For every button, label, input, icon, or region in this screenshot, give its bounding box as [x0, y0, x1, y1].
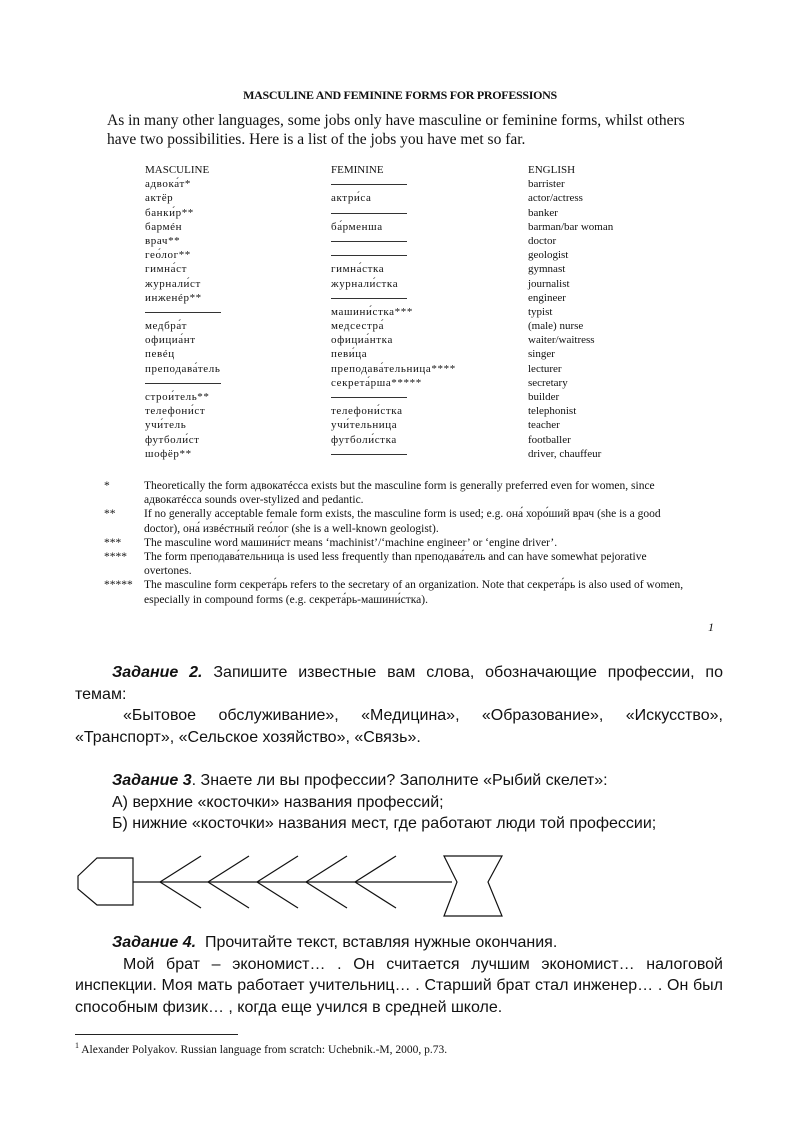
note-item [104, 550, 694, 578]
blank-line [331, 255, 407, 256]
fish-bone-lower-3 [257, 882, 298, 908]
masculine-form: инженéр** [145, 291, 202, 304]
english-translation: secretary [528, 376, 568, 389]
footnote-text: Alexander Polyakov. Russian language from scratch: Uchebnik.-M, 2000, p.73. [79, 1043, 448, 1056]
task-3 [75, 770, 723, 835]
task-2-title: Задание 2. [112, 664, 203, 681]
feminine-form: медсестра́ [331, 320, 385, 333]
task-3-text: . Знаете ли вы профессии? Заполните «Рыбий скелет»: [191, 772, 608, 789]
masculine-form: гео́лог** [145, 249, 191, 262]
english-translation: lecturer [528, 362, 562, 375]
blank-line [331, 184, 407, 185]
masculine-form [145, 305, 325, 319]
fish-bone-upper-3 [257, 856, 298, 882]
feminine-form [331, 234, 521, 248]
english-translation: waiter/waitress [528, 334, 595, 347]
english-translation: journalist [528, 277, 570, 290]
task-2-text: Запишите известные вам слова, обозначающие профессии, по темам: [75, 664, 723, 703]
task-2-topics: «Бытовое обслуживание», «Медицина», «Образование», «Искусство», «Транспорт», «Сельское хозяйство», «Связь». [75, 707, 723, 746]
english-translation: builder [528, 391, 560, 403]
feminine-form: актри́са [331, 192, 372, 205]
english-translation: (male) nurse [528, 320, 584, 333]
feminine-form: машини́стка*** [331, 305, 413, 318]
masculine-form: футболи́ст [145, 433, 200, 446]
masculine-form: шофёр** [145, 447, 192, 460]
masculine-form: журнали́ст [145, 277, 201, 290]
feminine-form [331, 206, 521, 220]
note-item [104, 578, 694, 606]
feminine-form: журнали́стка [331, 277, 399, 290]
english-translation: barrister [528, 178, 565, 191]
masculine-form: официа́нт [145, 334, 196, 347]
task-4-title: Задание 4. [112, 934, 197, 951]
english-translation: telephonist [528, 405, 577, 418]
masculine-form: медбра́т [145, 320, 187, 333]
feminine-form [331, 177, 521, 191]
note-marker: * [104, 480, 110, 492]
feminine-form: футболи́стка [331, 433, 397, 446]
feminine-form [331, 390, 521, 404]
footnote-divider [75, 1034, 238, 1035]
feminine-form: телефони́стка [331, 405, 403, 418]
english-translation: banker [528, 206, 558, 219]
fish-head [78, 858, 133, 905]
masculine-form: учи́тель [145, 419, 187, 432]
english-header: ENGLISH [528, 164, 576, 176]
note-marker: *** [104, 536, 122, 549]
masculine-form: телефони́ст [145, 405, 206, 418]
masculine-form: банки́р** [145, 206, 194, 219]
english-translation: typist [528, 305, 553, 318]
english-translation: gymnast [528, 263, 566, 276]
fish-bone-upper-2 [208, 856, 249, 882]
feminine-form: певи́ца [331, 348, 368, 361]
feminine-form [331, 447, 521, 461]
note-item [104, 507, 694, 535]
blank-line [331, 213, 407, 214]
fish-bone-upper-4 [306, 856, 347, 882]
feminine-form: ба́рменша [331, 220, 383, 233]
fish-bone-upper-1 [160, 856, 201, 882]
feminine-form: официа́нтка [331, 334, 393, 347]
note-item [104, 479, 694, 507]
note-marker: ** [104, 508, 116, 521]
blank-line [331, 454, 407, 455]
english-column [528, 163, 698, 461]
footnote-reference: 1 [708, 620, 714, 634]
feminine-form [331, 248, 521, 262]
task-4-text: Прочитайте текст, вставляя нужные окончания. [204, 934, 558, 951]
masculine-form: бармéн [145, 220, 183, 233]
fish-bone-lower-5 [355, 882, 396, 908]
note-text: The masculine word машини́ст means ‘machinist’/‘machine engineer’ or ‘engine driver’. [144, 536, 558, 549]
note-item [104, 536, 694, 550]
note-text: If no generally acceptable female form exists, the masculine form is used; e.g. она́ хоро́ший врач (she is a good doctor), она́ извéстный гео́лог (she is a well-known geologist). [144, 508, 661, 535]
masculine-form: гимна́ст [145, 263, 188, 276]
blank-line [331, 397, 407, 398]
english-translation: engineer [528, 291, 566, 304]
english-translation: geologist [528, 249, 569, 262]
fish-bone-lower-2 [208, 882, 249, 908]
english-translation: doctor [528, 234, 557, 247]
fish-bone-upper-5 [355, 856, 396, 882]
feminine-column [331, 163, 521, 461]
blank-line [331, 241, 407, 242]
task-2 [75, 662, 723, 748]
masculine-form: актёр [145, 192, 174, 205]
note-marker: **** [104, 551, 127, 564]
english-translation: singer [528, 348, 555, 361]
feminine-form [331, 291, 521, 305]
blank-line [331, 298, 407, 299]
task-3-item-a: А) верхние «косточки» названия профессий; [112, 793, 444, 811]
footnote-number: 1 [75, 1041, 79, 1050]
english-translation: teacher [528, 419, 560, 432]
feminine-header: FEMININE [331, 164, 384, 176]
fish-bone-lower-1 [160, 882, 201, 908]
masculine-form: строи́тель** [145, 391, 210, 403]
task-3-title: Задание 3 [112, 772, 192, 789]
english-translation: driver, chauffeur [528, 447, 602, 460]
fish-skeleton-diagram [70, 852, 510, 922]
task-4 [75, 932, 723, 1018]
table-notes [104, 479, 694, 607]
feminine-form: преподава́тельница**** [331, 362, 456, 375]
task-3-item-b: Б) нижние «косточки» названия мест, где работают люди той профессии; [112, 815, 657, 832]
fish-tail [444, 856, 502, 916]
english-translation: footballer [528, 433, 571, 446]
section-title: MASCULINE AND FEMININE FORMS FOR PROFESSIONS [243, 88, 557, 102]
footnote [75, 1041, 447, 1056]
feminine-form: гимна́стка [331, 263, 385, 276]
masculine-form: преподава́тель [145, 362, 221, 375]
english-translation: actor/actress [528, 192, 583, 205]
masculine-form: врач** [145, 234, 181, 247]
blank-line [145, 383, 221, 384]
masculine-form [145, 376, 325, 390]
masculine-header: MASCULINE [145, 164, 210, 176]
masculine-form: адвока́т* [145, 178, 191, 191]
fish-bone-lower-4 [306, 882, 347, 908]
note-text: The masculine form секрета́рь refers to the secretary of an organization. Note that секрета́рь is also used of women, especially in compound forms (e.g. секрета́рь-машини́стка). [144, 579, 684, 606]
masculine-form: певéц [145, 348, 175, 361]
feminine-form: учи́тельница [331, 419, 398, 432]
masculine-column [145, 163, 325, 461]
note-text: The form преподава́тельница is used less frequently than преподава́тель and can have somewhat pejorative overtones. [144, 551, 647, 578]
task-4-body: Мой брат – экономист… . Он считается лучшим экономист… налоговой инспекции. Моя мать работает учительниц… . Старший брат стал инженер… . Он был способным физик… , когда еще учился в средней школе. [75, 955, 723, 1016]
note-text: Theoretically the form адвокатéсса exists but the masculine form is generally preferred even for women, since адвокатéсса sounds over-stylized and pedantic. [144, 480, 655, 507]
intro-paragraph: As in many other languages, some jobs only have masculine or feminine forms, whilst others have two possibilities. Here is a list of the jobs you have met so far. [107, 112, 685, 148]
feminine-form: секрета́рша***** [331, 376, 422, 389]
blank-line [145, 312, 221, 313]
note-marker: ***** [104, 579, 133, 592]
english-translation: barman/bar woman [528, 220, 614, 233]
